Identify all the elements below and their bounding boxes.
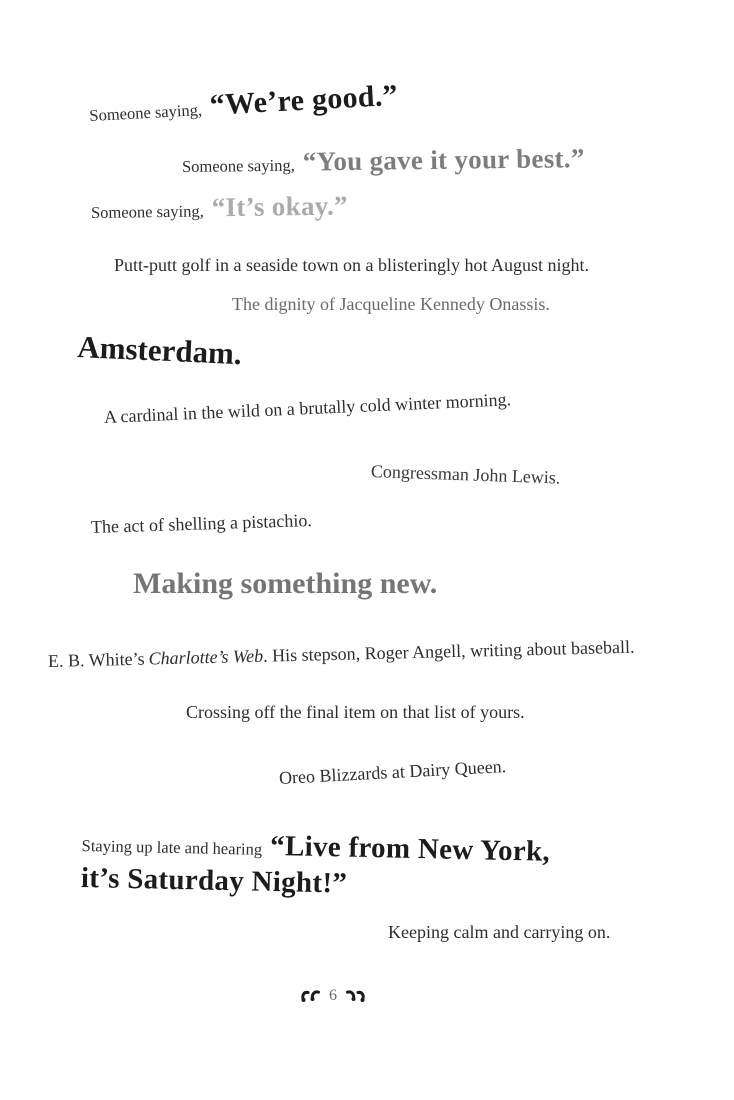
phrase-charlottes-web-baseball	[48, 638, 635, 670]
book-title-italic: Charlotte’s Web	[148, 645, 264, 669]
fleuron-right-icon	[344, 989, 366, 1003]
phrase-congressman-john-lewis: Congressman John Lewis.	[370, 461, 561, 488]
phrase-post-text: . His stepson, Roger Angell, writing about baseball.	[262, 636, 635, 666]
phrase-live-from-new-york	[81, 828, 657, 905]
fleuron-left-icon	[300, 989, 322, 1003]
phrase-making-something-new: Making something new.	[133, 567, 438, 600]
phrase-its-okay	[91, 192, 348, 223]
page-number: 6	[329, 987, 337, 1004]
phrase-intro: Someone saying,	[88, 100, 203, 126]
phrase-intro: Someone saying,	[181, 155, 295, 176]
phrase-quote: “We’re good.”	[208, 78, 399, 122]
phrase-quote-part-2: it’s Saturday Night!”	[80, 861, 348, 900]
phrase-dignity-jacqueline-kennedy-onassis: The dignity of Jacqueline Kennedy Onassis.	[232, 294, 550, 314]
phrase-cardinal-winter-morning: A cardinal in the wild on a brutally cold winter morning.	[103, 389, 512, 427]
phrase-were-good	[88, 78, 399, 127]
phrase-intro: Someone saying,	[90, 201, 204, 222]
phrase-intro: Staying up late and hearing	[81, 835, 263, 859]
phrase-oreo-blizzards-dairy-queen: Oreo Blizzards at Dairy Queen.	[278, 756, 507, 788]
phrase-pre-text: E. B. White’s	[47, 648, 145, 671]
phrase-putt-putt-golf: Putt-putt golf in a seaside town on a blisteringly hot August night.	[114, 255, 589, 275]
page-footer	[300, 988, 366, 1004]
phrase-keeping-calm: Keeping calm and carrying on.	[388, 922, 611, 942]
phrase-shelling-a-pistachio: The act of shelling a pistachio.	[90, 510, 313, 537]
phrase-quote: “It’s okay.”	[211, 190, 349, 223]
phrase-you-gave-it-your-best	[182, 145, 585, 177]
phrase-amsterdam: Amsterdam.	[76, 329, 243, 372]
phrase-quote-part-1: “Live from New York,	[269, 829, 551, 868]
phrase-crossing-off-list: Crossing off the final item on that list of yours.	[186, 702, 525, 722]
phrase-quote: “You gave it your best.”	[302, 143, 585, 177]
phrase-live-row-2	[80, 861, 656, 905]
